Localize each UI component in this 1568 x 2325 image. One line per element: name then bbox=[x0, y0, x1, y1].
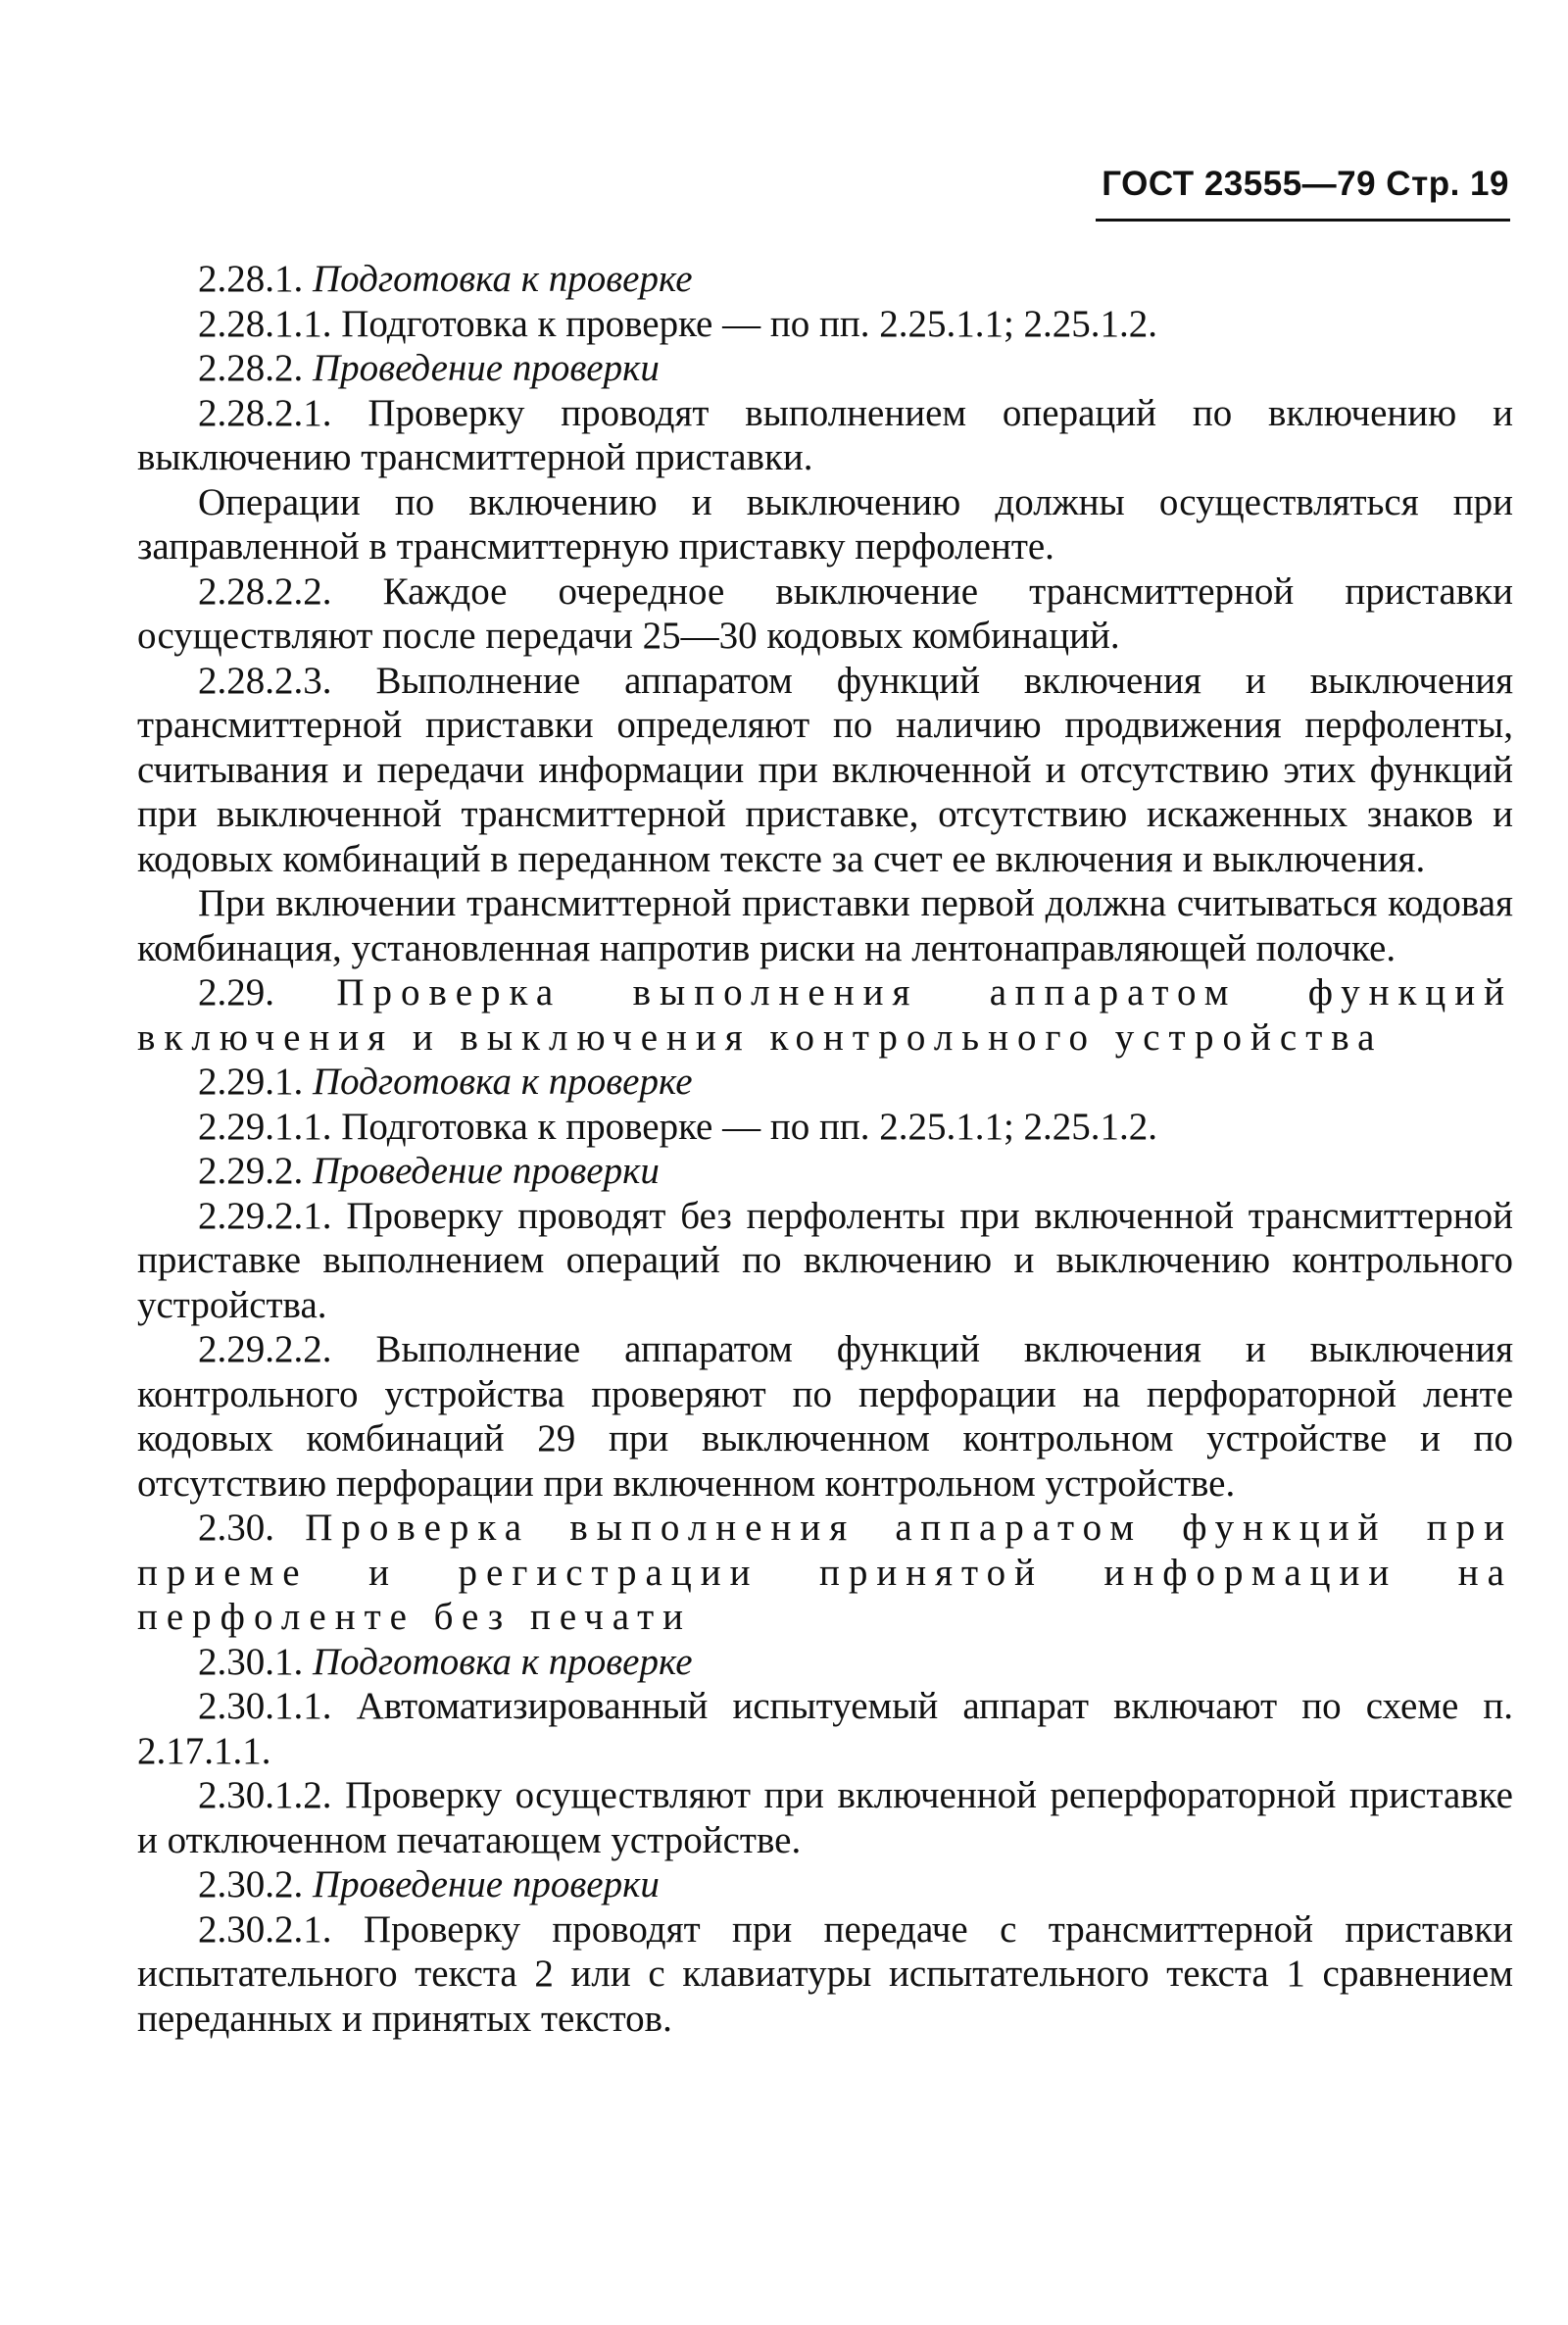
clause-text: Проверку проводят при передаче с трансмиттерной приставки испытательного текста 2 или с клавиатуры испытательного текста 1 сравнением переданных и принятых текстов. bbox=[137, 1907, 1514, 2040]
clause-number: 2.28.2.1. bbox=[198, 391, 332, 434]
paragraph-operations-note bbox=[137, 480, 1513, 569]
section-heading: Проверка выполнения аппаратом функций при приеме и регистрации принятой информации на перфоленте без печати bbox=[137, 1507, 1514, 1638]
paragraph-2-29-2-1 bbox=[137, 1194, 1513, 1328]
clause-text: Выполнение аппаратом функций включения и выключения контрольного устройства проверяют по перфорации на перфораторной ленте кодовых комбинаций 29 при выключенном контрольном устройстве и по отсутствию перфорации при включенном контрольном устройстве. bbox=[137, 1328, 1514, 1505]
paragraph-first-combination-note bbox=[137, 881, 1513, 970]
clause-text: Проверку осуществляют при включенной реперфораторной приставке и отключенном печатающем устройстве. bbox=[137, 1774, 1513, 1861]
section-heading: Проверка выполнения аппаратом функций включения и выключения контрольного устройства bbox=[137, 971, 1513, 1059]
clause-number: 2.29. bbox=[198, 971, 274, 1014]
clause-text: Выполнение аппаратом функций включения и выключения трансмиттерной приставки определяют по наличию продвижения перфоленты, считывания и передачи информации при включенной и отсутствию этих функций при выключенной трансмиттерной приставке, отсутствию искаженных знаков и кодовых комбинаций в переданном тексте за счет ее включения и выключения. bbox=[137, 659, 1514, 880]
clause-number: 2.29.1. bbox=[198, 1061, 304, 1103]
paragraph-2-30-2-1 bbox=[137, 1907, 1513, 2042]
clause-text: Проверку проводят без перфоленты при включенной трансмиттерной приставке выполнением операций по включению и выключению контрольного устройства. bbox=[137, 1194, 1513, 1326]
clause-text: Каждое очередное выключение трансмиттерной приставки осуществляют после передачи 25—30 кодовых комбинаций. bbox=[137, 569, 1513, 657]
paragraph-2-30-1-2 bbox=[137, 1773, 1513, 1862]
clause-number: 2.29.2. bbox=[198, 1150, 304, 1192]
clause-text: Подготовка к проверке — по пп. 2.25.1.1; 2.25.1.2. bbox=[341, 302, 1158, 345]
clause-number: 2.29.2.2. bbox=[198, 1328, 332, 1370]
paragraph-2-29 bbox=[137, 970, 1513, 1060]
clause-text: Операции по включению и выключению должны осуществляться при заправленной в трансмиттерную приставку перфоленте. bbox=[137, 480, 1513, 568]
paragraph-2-30-1-1 bbox=[137, 1684, 1513, 1773]
clause-number: 2.28.2. bbox=[198, 347, 304, 389]
page-body bbox=[137, 257, 1513, 2041]
paragraph-2-30-2 bbox=[137, 1862, 1513, 1907]
clause-text: Подготовка к проверке — по пп. 2.25.1.1; 2.25.1.2. bbox=[341, 1105, 1158, 1148]
clause-number: 2.29.1.1. bbox=[198, 1105, 332, 1148]
clause-number: 2.29.2.1. bbox=[198, 1194, 332, 1237]
paragraph-2-28-2-2 bbox=[137, 569, 1513, 659]
paragraph-2-29-2-2 bbox=[137, 1327, 1513, 1506]
clause-number: 2.28.1. bbox=[198, 258, 304, 300]
clause-heading: Подготовка к проверке bbox=[313, 1640, 693, 1683]
clause-text: При включении трансмиттерной приставки первой должна считываться кодовая комбинация, установленная напротив риски на лентонаправляющей полочке. bbox=[137, 882, 1513, 969]
paragraph-2-29-1-1 bbox=[137, 1105, 1513, 1150]
header-rule bbox=[1096, 219, 1510, 222]
clause-number: 2.28.2.2. bbox=[198, 569, 332, 613]
paragraph-2-29-2 bbox=[137, 1149, 1513, 1194]
paragraph-2-30-1 bbox=[137, 1640, 1513, 1685]
clause-number: 2.30.1. bbox=[198, 1640, 304, 1683]
clause-heading: Подготовка к проверке bbox=[313, 258, 693, 300]
clause-number: 2.30.1.2. bbox=[198, 1774, 332, 1816]
page-header: ГОСТ 23555—79 Стр. 19 bbox=[1102, 165, 1509, 203]
clause-number: 2.28.1.1. bbox=[198, 302, 332, 345]
paragraph-2-28-1 bbox=[137, 257, 1513, 302]
clause-heading: Проведение проверки bbox=[313, 1150, 660, 1192]
paragraph-2-30 bbox=[137, 1506, 1513, 1640]
clause-text: Автоматизированный испытуемый аппарат включают по схеме п. 2.17.1.1. bbox=[137, 1685, 1514, 1772]
clause-heading: Проведение проверки bbox=[313, 347, 660, 389]
paragraph-2-28-2-3 bbox=[137, 659, 1513, 882]
paragraph-2-28-1-1 bbox=[137, 302, 1513, 347]
clause-number: 2.28.2.3. bbox=[198, 659, 332, 702]
clause-heading: Подготовка к проверке bbox=[313, 1061, 693, 1103]
clause-number: 2.30.1.1. bbox=[198, 1685, 332, 1727]
paragraph-2-29-1 bbox=[137, 1060, 1513, 1105]
paragraph-2-28-2 bbox=[137, 346, 1513, 391]
clause-heading: Проведение проверки bbox=[313, 1863, 660, 1905]
clause-text: Проверку проводят выполнением операций по включению и выключению трансмиттерной приставки. bbox=[137, 391, 1514, 478]
clause-number: 2.30.2. bbox=[198, 1863, 304, 1905]
clause-number: 2.30.2.1. bbox=[198, 1907, 332, 1951]
paragraph-2-28-2-1 bbox=[137, 391, 1513, 480]
clause-number: 2.30. bbox=[198, 1507, 274, 1549]
